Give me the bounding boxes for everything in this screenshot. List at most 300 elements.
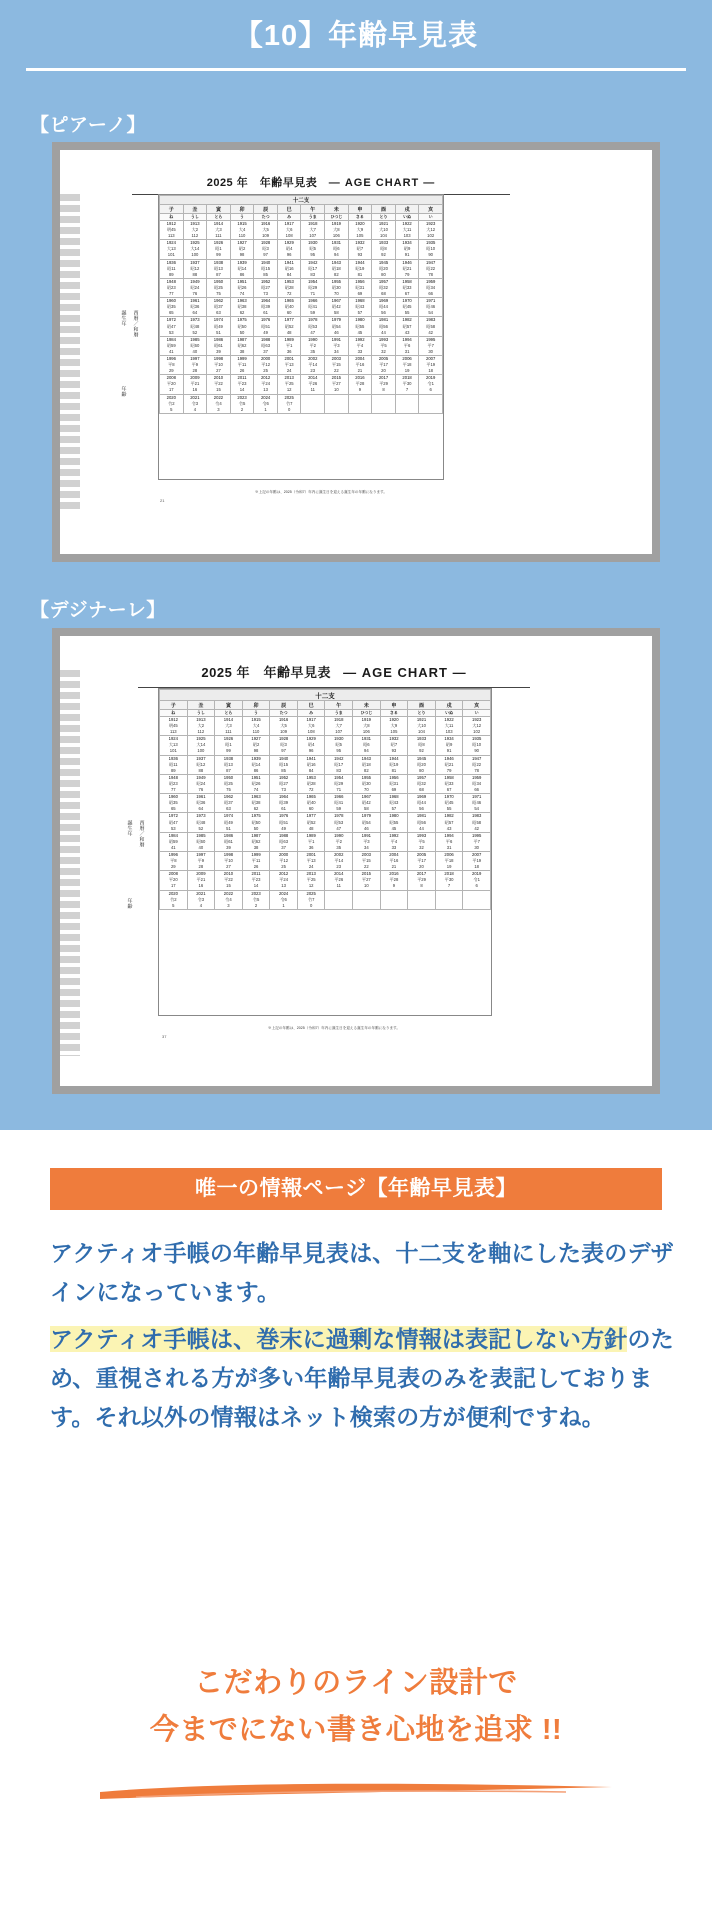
- age-chart-cell: [372, 394, 396, 413]
- table-row: [160, 259, 443, 278]
- age-chart-cell: 1990 平2 35: [301, 336, 325, 355]
- age-chart-cell: 1922 大11 103: [395, 221, 419, 240]
- table-row: [160, 813, 491, 832]
- eto-kana-cell: み: [277, 214, 301, 221]
- scan-title-year: 2025 年 年齢早見表: [206, 177, 318, 189]
- age-chart-piano: [158, 194, 444, 480]
- age-chart-cell: 2010 平22 15: [215, 871, 243, 890]
- eto-kana-cell: うし: [187, 710, 215, 717]
- age-chart-cell: 1944 昭19 81: [348, 259, 372, 278]
- age-chart-cell: 1912 明45 113: [160, 221, 184, 240]
- eto-kanji-cell: 子: [160, 205, 184, 214]
- age-chart-cell: 1934 昭9 91: [435, 736, 463, 755]
- age-chart-cell: 1976 昭51 49: [254, 317, 278, 336]
- section-banner: 唯一の情報ページ【年齢早見表】: [50, 1168, 662, 1210]
- age-chart-cell: 1976 昭51 49: [270, 813, 298, 832]
- title-divider: [26, 68, 686, 71]
- eto-kana-cell: さる: [348, 214, 372, 221]
- age-chart-cell: [395, 394, 419, 413]
- age-chart-cell: 1966 昭41 59: [301, 298, 325, 317]
- age-chart-cell: 2002 平14 23: [325, 851, 353, 870]
- age-chart-cell: 1995 平7 30: [463, 832, 491, 851]
- eto-kana-cell: とり: [408, 710, 436, 717]
- age-chart-cell: 1931 昭6 94: [353, 736, 381, 755]
- age-chart-cell: 1987 昭62 38: [242, 832, 270, 851]
- eto-kana-cell: ひつじ: [353, 710, 381, 717]
- eto-kanji-cell: 申: [348, 205, 372, 214]
- age-chart-cell: 1954 昭29 71: [325, 774, 353, 793]
- eto-kanji-cell: 巳: [297, 701, 325, 710]
- age-chart-cell: 2006 平18 19: [395, 355, 419, 374]
- table-row: [160, 394, 443, 413]
- side-label-age: 年齢: [120, 386, 127, 397]
- age-chart-cell: 1927 昭2 98: [242, 736, 270, 755]
- eto-kanji-row: [160, 701, 491, 710]
- age-chart-cell: 1919 大8 106: [353, 717, 381, 736]
- age-chart-cell: 1975 昭50 50: [242, 813, 270, 832]
- age-chart-cell: 1912 明45 113: [160, 717, 188, 736]
- table-row: [160, 774, 491, 793]
- table-row: [160, 890, 491, 909]
- age-chart-cell: 1938 昭13 87: [207, 259, 231, 278]
- eto-kana-cell: み: [297, 710, 325, 717]
- age-chart-table: [159, 195, 443, 414]
- age-chart-cell: 1963 昭38 62: [242, 794, 270, 813]
- age-chart-cell: 1988 昭63 37: [254, 336, 278, 355]
- age-chart-cell: 1921 大10 104: [408, 717, 436, 736]
- age-chart-cell: 1938 昭13 87: [215, 755, 243, 774]
- age-chart-cell: [353, 890, 381, 909]
- age-chart-cell: 2013 平25 12: [277, 375, 301, 394]
- age-chart-cell: 1998 平10 27: [207, 355, 231, 374]
- age-chart-cell: 1953 昭28 72: [297, 774, 325, 793]
- age-chart-cell: 1941 昭16 84: [297, 755, 325, 774]
- age-chart-cell: 1927 昭2 98: [230, 240, 254, 259]
- age-chart-cell: 1945 昭20 80: [408, 755, 436, 774]
- age-chart-cell: 1936 昭11 89: [160, 755, 188, 774]
- age-chart-cell: 1954 昭29 71: [301, 278, 325, 297]
- highlighted-text: アクティオ手帳は、巻末に過剰な情報は表記しない方針: [50, 1326, 628, 1352]
- age-chart-cell: [408, 890, 436, 909]
- age-chart-cell: 1928 昭3 97: [254, 240, 278, 259]
- eto-kana-cell: ね: [160, 710, 188, 717]
- eto-kana-cell: う: [242, 710, 270, 717]
- age-chart-cell: 2010 平22 15: [207, 375, 231, 394]
- age-chart-cell: 2024 令6 1: [254, 394, 278, 413]
- age-chart-cell: 2001 平13 24: [297, 851, 325, 870]
- eto-kanji-cell: 戌: [435, 701, 463, 710]
- age-chart-cell: 2004 平16 21: [348, 355, 372, 374]
- age-chart-cell: 1983 昭58 42: [463, 813, 491, 832]
- age-chart-cell: 1928 昭3 97: [270, 736, 298, 755]
- paragraph-1: アクティオ手帳の年齢早見表は、十二支を軸にした表のデザインになっています。: [50, 1240, 674, 1305]
- side-label-calendar: 西暦／和暦: [132, 310, 139, 338]
- table-row: [160, 336, 443, 355]
- eto-kana-cell: とら: [207, 214, 231, 221]
- table-row: [160, 221, 443, 240]
- table-row: [160, 832, 491, 851]
- table-row: [160, 736, 491, 755]
- photo-frame-piano: [52, 142, 660, 562]
- eto-kanji-cell: 亥: [463, 701, 491, 710]
- side-label-birthyear: 誕生年: [120, 310, 127, 327]
- scan-title-en: ― AGE CHART ―: [343, 665, 467, 680]
- age-chart-cell: 1969 昭44 56: [408, 794, 436, 813]
- age-chart-cell: 1965 昭40 60: [297, 794, 325, 813]
- age-chart-cell: 1997 平9 28: [183, 355, 207, 374]
- eto-header: 十二支: [160, 690, 491, 701]
- age-chart-cell: 2008 平20 17: [160, 871, 188, 890]
- age-chart-cell: 2020 令2 5: [160, 890, 188, 909]
- age-chart-cell: 1990 平2 35: [325, 832, 353, 851]
- age-chart-cell: 2005 平17 20: [408, 851, 436, 870]
- photo-frame-designare: [52, 628, 660, 1094]
- age-chart-cell: 1916 大5 109: [270, 717, 298, 736]
- age-chart-cell: 1975 昭50 50: [230, 317, 254, 336]
- age-chart-cell: 2018 平30 7: [395, 375, 419, 394]
- age-chart-cell: 1933 昭8 92: [408, 736, 436, 755]
- paragraph-2: [50, 1320, 680, 1437]
- eto-kana-cell: たつ: [254, 214, 278, 221]
- age-chart-cell: 1992 平4 33: [380, 832, 408, 851]
- scan-page-piano: [106, 160, 536, 544]
- table-row: [160, 298, 443, 317]
- age-chart-cell: 2016 平28 9: [380, 871, 408, 890]
- age-chart-cell: 1993 平5 32: [372, 336, 396, 355]
- age-chart-table: [159, 689, 491, 910]
- age-chart-cell: 1960 昭35 65: [160, 298, 184, 317]
- eto-kana-cell: たつ: [270, 710, 298, 717]
- age-chart-cell: 1985 昭60 40: [187, 832, 215, 851]
- age-chart-cell: 2004 平16 21: [380, 851, 408, 870]
- eto-kanji-cell: 卯: [242, 701, 270, 710]
- age-chart-cell: 1917 大6 108: [297, 717, 325, 736]
- age-chart-cell: 2019 令1 6: [419, 375, 443, 394]
- age-chart-cell: 1973 昭48 52: [183, 317, 207, 336]
- age-chart-cell: 1948 昭23 77: [160, 774, 188, 793]
- age-chart-cell: 1955 昭30 70: [325, 278, 349, 297]
- age-chart-cell: 1923 大12 102: [419, 221, 443, 240]
- age-chart-cell: 1984 昭59 41: [160, 336, 184, 355]
- spiral-binding-icon: [60, 666, 80, 1056]
- age-chart-cell: 1922 大11 103: [435, 717, 463, 736]
- eto-kana-cell: いぬ: [435, 710, 463, 717]
- age-chart-cell: 2022 令4 3: [215, 890, 243, 909]
- eto-kanji-cell: 辰: [254, 205, 278, 214]
- age-chart-cell: 1929 昭4 96: [277, 240, 301, 259]
- age-chart-cell: 1937 昭12 88: [183, 259, 207, 278]
- age-chart-cell: 1945 昭20 80: [372, 259, 396, 278]
- age-chart-cell: 1955 昭30 70: [353, 774, 381, 793]
- age-chart-cell: 1919 大8 106: [325, 221, 349, 240]
- eto-kana-cell: ひつじ: [325, 214, 349, 221]
- age-chart-cell: 1971 昭46 54: [419, 298, 443, 317]
- age-chart-cell: 2015 平27 10: [325, 375, 349, 394]
- age-chart-cell: 1969 昭44 56: [372, 298, 396, 317]
- age-chart-cell: 1959 昭34 66: [419, 278, 443, 297]
- eto-kanji-cell: 卯: [230, 205, 254, 214]
- age-chart-cell: 1977 昭52 48: [277, 317, 301, 336]
- age-chart-cell: 1989 平1 36: [277, 336, 301, 355]
- age-chart-cell: 1967 昭42 58: [325, 298, 349, 317]
- table-row: [160, 278, 443, 297]
- eto-kana-cell: うし: [183, 214, 207, 221]
- age-chart-cell: 1951 昭26 74: [242, 774, 270, 793]
- age-chart-cell: 1920 大9 105: [380, 717, 408, 736]
- eto-kana-row: [160, 214, 443, 221]
- paragraph-2-rest: のため、重視される方が多い年齢早見表のみを表記しております。それ以外の情報はネット検索の方が便利ですね。: [50, 1326, 674, 1430]
- age-chart-cell: [348, 394, 372, 413]
- age-chart-cell: 1986 昭61 39: [207, 336, 231, 355]
- age-chart-cell: 1920 大9 105: [348, 221, 372, 240]
- age-chart-cell: 1979 昭54 46: [353, 813, 381, 832]
- age-chart-cell: 2017 平29 8: [372, 375, 396, 394]
- closing-line-1: こだわりのライン設計で: [194, 1667, 518, 1699]
- age-chart-cell: [419, 394, 443, 413]
- age-chart-cell: 1913 大2 112: [187, 717, 215, 736]
- scan-page-number: 37: [162, 1034, 167, 1039]
- age-chart-cell: 1978 昭53 47: [301, 317, 325, 336]
- eto-kanji-cell: 丑: [187, 701, 215, 710]
- caption-piano: 【ピアーノ】: [30, 115, 147, 136]
- age-chart-cell: 1978 昭53 47: [325, 813, 353, 832]
- age-chart-cell: 1965 昭40 60: [277, 298, 301, 317]
- spiral-binding-icon: [60, 190, 80, 510]
- age-chart-cell: 1982 昭57 43: [435, 813, 463, 832]
- age-chart-cell: 1940 昭15 85: [270, 755, 298, 774]
- age-chart-cell: 1968 昭43 57: [380, 794, 408, 813]
- age-chart-cell: [325, 394, 349, 413]
- age-chart-cell: 1926 昭1 99: [207, 240, 231, 259]
- content-section: [0, 1130, 712, 1928]
- age-chart-cell: [463, 890, 491, 909]
- age-chart-cell: 2025 令7 0: [277, 394, 301, 413]
- eto-kanji-cell: 未: [353, 701, 381, 710]
- age-chart-cell: 2022 令4 3: [207, 394, 231, 413]
- age-chart-cell: 2006 平18 19: [435, 851, 463, 870]
- age-chart-cell: 2012 平24 13: [270, 871, 298, 890]
- age-chart-cell: 1935 昭10 90: [463, 736, 491, 755]
- age-chart-cell: 1962 昭37 63: [215, 794, 243, 813]
- table-row: [160, 355, 443, 374]
- age-chart-cell: 1925 大14 100: [183, 240, 207, 259]
- age-chart-cell: 1934 昭9 91: [395, 240, 419, 259]
- age-chart-cell: 1914 大3 111: [215, 717, 243, 736]
- age-chart-cell: 1916 大5 109: [254, 221, 278, 240]
- age-chart-cell: 2001 平13 24: [277, 355, 301, 374]
- age-chart-cell: 1952 昭27 73: [254, 278, 278, 297]
- age-chart-cell: 1980 昭55 45: [380, 813, 408, 832]
- eto-kanji-cell: 申: [380, 701, 408, 710]
- age-chart-cell: 2015 平27 10: [353, 871, 381, 890]
- age-chart-cell: 1953 昭28 72: [277, 278, 301, 297]
- age-chart-cell: [325, 890, 353, 909]
- age-chart-cell: 2023 令5 2: [242, 890, 270, 909]
- age-chart-cell: 1935 昭10 90: [419, 240, 443, 259]
- age-chart-cell: 1937 昭12 88: [187, 755, 215, 774]
- scan-footnote: ※上記の年齢は、2025（令和7）年内に誕生日を迎える誕生年の年齢になります。: [268, 1026, 400, 1030]
- eto-kana-row: [160, 710, 491, 717]
- age-chart-cell: 2014 平26 11: [301, 375, 325, 394]
- age-chart-cell: 1992 平4 33: [348, 336, 372, 355]
- scan-footnote: ※上記の年齢は、2025（令和7）年内に誕生日を迎える誕生年の年齢になります。: [255, 490, 387, 494]
- age-chart-cell: 1984 昭59 41: [160, 832, 188, 851]
- age-chart-cell: 2003 平15 22: [353, 851, 381, 870]
- eto-kana-cell: とり: [372, 214, 396, 221]
- age-chart-cell: 2000 平12 25: [270, 851, 298, 870]
- age-chart-cell: 1961 昭36 64: [187, 794, 215, 813]
- age-chart-cell: 1913 大2 112: [183, 221, 207, 240]
- age-chart-cell: 2003 平15 22: [325, 355, 349, 374]
- age-chart-cell: 1956 昭31 69: [348, 278, 372, 297]
- caption-designare: 【デジナーレ】: [30, 600, 166, 621]
- age-chart-cell: 1987 昭62 38: [230, 336, 254, 355]
- scan-page-number: 21: [160, 498, 165, 503]
- age-chart-cell: 2016 平28 9: [348, 375, 372, 394]
- age-chart-cell: 1923 大12 102: [463, 717, 491, 736]
- age-chart-cell: 1970 昭45 55: [395, 298, 419, 317]
- age-chart-cell: 1980 昭55 45: [348, 317, 372, 336]
- age-chart-cell: 1995 平7 30: [419, 336, 443, 355]
- age-chart-cell: 1957 昭32 68: [408, 774, 436, 793]
- photo-piano: [60, 150, 652, 554]
- age-chart-cell: 1944 昭19 81: [380, 755, 408, 774]
- age-chart-cell: 1973 昭48 52: [187, 813, 215, 832]
- age-chart-cell: 2011 平23 14: [230, 375, 254, 394]
- age-chart-cell: [301, 394, 325, 413]
- age-chart-cell: 2021 令3 4: [183, 394, 207, 413]
- age-chart-cell: 1963 昭38 62: [230, 298, 254, 317]
- page-title: 【10】年齢早見表: [233, 20, 479, 52]
- age-chart-cell: 1998 平10 27: [215, 851, 243, 870]
- age-chart-cell: [435, 890, 463, 909]
- age-chart-cell: 1958 昭33 67: [435, 774, 463, 793]
- age-chart-cell: 1964 昭39 61: [270, 794, 298, 813]
- table-row: [160, 240, 443, 259]
- eto-kanji-cell: 午: [325, 701, 353, 710]
- age-chart-cell: 1972 昭47 53: [160, 813, 188, 832]
- age-chart-cell: 1994 平6 31: [395, 336, 419, 355]
- age-chart-cell: 1961 昭36 64: [183, 298, 207, 317]
- table-row: [160, 375, 443, 394]
- age-chart-cell: 1939 昭14 86: [242, 755, 270, 774]
- eto-header: 十二支: [160, 196, 443, 205]
- eto-kana-cell: さる: [380, 710, 408, 717]
- age-chart-cell: 2002 平14 23: [301, 355, 325, 374]
- eto-kana-cell: い: [419, 214, 443, 221]
- age-chart-cell: 2011 平23 14: [242, 871, 270, 890]
- age-chart-cell: 1979 昭54 46: [325, 317, 349, 336]
- age-chart-cell: 1977 昭52 48: [297, 813, 325, 832]
- age-chart-cell: 2005 平17 20: [372, 355, 396, 374]
- eto-kana-cell: うま: [301, 214, 325, 221]
- age-chart-cell: 2025 令7 0: [297, 890, 325, 909]
- table-row: [160, 851, 491, 870]
- age-chart-cell: 1991 平3 34: [325, 336, 349, 355]
- age-chart-cell: 1981 昭56 44: [372, 317, 396, 336]
- closing-message: [50, 1660, 662, 1754]
- side-label-birthyear: 誕生年: [126, 820, 133, 837]
- eto-kanji-cell: 寅: [215, 701, 243, 710]
- age-chart-cell: [380, 890, 408, 909]
- age-chart-cell: 1967 昭42 58: [353, 794, 381, 813]
- age-chart-cell: 1932 昭7 93: [380, 736, 408, 755]
- age-chart-body: [160, 717, 491, 910]
- age-chart-cell: 1942 昭17 83: [325, 755, 353, 774]
- age-chart-cell: 1949 昭24 76: [187, 774, 215, 793]
- eto-kanji-cell: 巳: [277, 205, 301, 214]
- eto-kanji-cell: 丑: [183, 205, 207, 214]
- age-chart-cell: 1942 昭17 83: [301, 259, 325, 278]
- age-chart-cell: 1989 平1 36: [297, 832, 325, 851]
- age-chart-cell: 1999 平11 26: [242, 851, 270, 870]
- age-chart-cell: 1952 昭27 73: [270, 774, 298, 793]
- age-chart-cell: 1930 昭5 95: [301, 240, 325, 259]
- age-chart-cell: 1986 昭61 39: [215, 832, 243, 851]
- age-chart-cell: 1950 昭25 75: [207, 278, 231, 297]
- age-chart-cell: 1983 昭58 42: [419, 317, 443, 336]
- age-chart-cell: 1915 大4 110: [230, 221, 254, 240]
- age-chart-cell: 1957 昭32 68: [372, 278, 396, 297]
- age-chart-cell: 1925 大14 100: [187, 736, 215, 755]
- closing-line-2: 今までにない書き心地を追求 !!: [149, 1714, 563, 1746]
- age-chart-cell: 2009 平21 16: [183, 375, 207, 394]
- eto-kanji-cell: 寅: [207, 205, 231, 214]
- age-chart-cell: 1951 昭26 74: [230, 278, 254, 297]
- age-chart-cell: 1932 昭7 93: [348, 240, 372, 259]
- age-chart-cell: 1948 昭23 77: [160, 278, 184, 297]
- age-chart-cell: 2021 令3 4: [187, 890, 215, 909]
- table-row: [160, 317, 443, 336]
- age-chart-cell: 2013 平25 12: [297, 871, 325, 890]
- age-chart-cell: 1982 昭57 43: [395, 317, 419, 336]
- age-chart-cell: 1949 昭24 76: [183, 278, 207, 297]
- age-chart-cell: 1946 昭21 79: [435, 755, 463, 774]
- age-chart-cell: 2009 平21 16: [187, 871, 215, 890]
- age-chart-cell: 1960 昭35 65: [160, 794, 188, 813]
- age-chart-cell: 1974 昭49 51: [207, 317, 231, 336]
- eto-kanji-cell: 午: [301, 205, 325, 214]
- age-chart-cell: 1985 昭60 40: [183, 336, 207, 355]
- eto-kanji-cell: 子: [160, 701, 188, 710]
- age-chart-cell: 1924 大13 101: [160, 240, 184, 259]
- age-chart-cell: 1950 昭25 75: [215, 774, 243, 793]
- brush-underline-icon: [96, 1780, 616, 1802]
- age-chart-cell: 1941 昭16 84: [277, 259, 301, 278]
- age-chart-cell: 1926 昭1 99: [215, 736, 243, 755]
- age-chart-cell: 2018 平30 7: [435, 871, 463, 890]
- age-chart-cell: 2007 平19 18: [419, 355, 443, 374]
- age-chart-cell: 1936 昭11 89: [160, 259, 184, 278]
- age-chart-cell: 1918 大7 107: [301, 221, 325, 240]
- table-row: [160, 871, 491, 890]
- age-chart-cell: 1924 大13 101: [160, 736, 188, 755]
- photo-designare: [60, 636, 652, 1086]
- side-label-age: 年齢: [126, 898, 133, 909]
- eto-kanji-cell: 未: [325, 205, 349, 214]
- age-chart-cell: 1931 昭6 94: [325, 240, 349, 259]
- age-chart-cell: 1915 大4 110: [242, 717, 270, 736]
- age-chart-cell: 1964 昭39 61: [254, 298, 278, 317]
- age-chart-cell: 1993 平5 32: [408, 832, 436, 851]
- eto-kanji-cell: 戌: [395, 205, 419, 214]
- scan-page-designare: [114, 644, 554, 1080]
- age-chart-cell: 2024 令6 1: [270, 890, 298, 909]
- age-chart-cell: 1968 昭43 57: [348, 298, 372, 317]
- age-chart-cell: 1972 昭47 53: [160, 317, 184, 336]
- age-chart-cell: 1988 昭63 37: [270, 832, 298, 851]
- table-row: [160, 717, 491, 736]
